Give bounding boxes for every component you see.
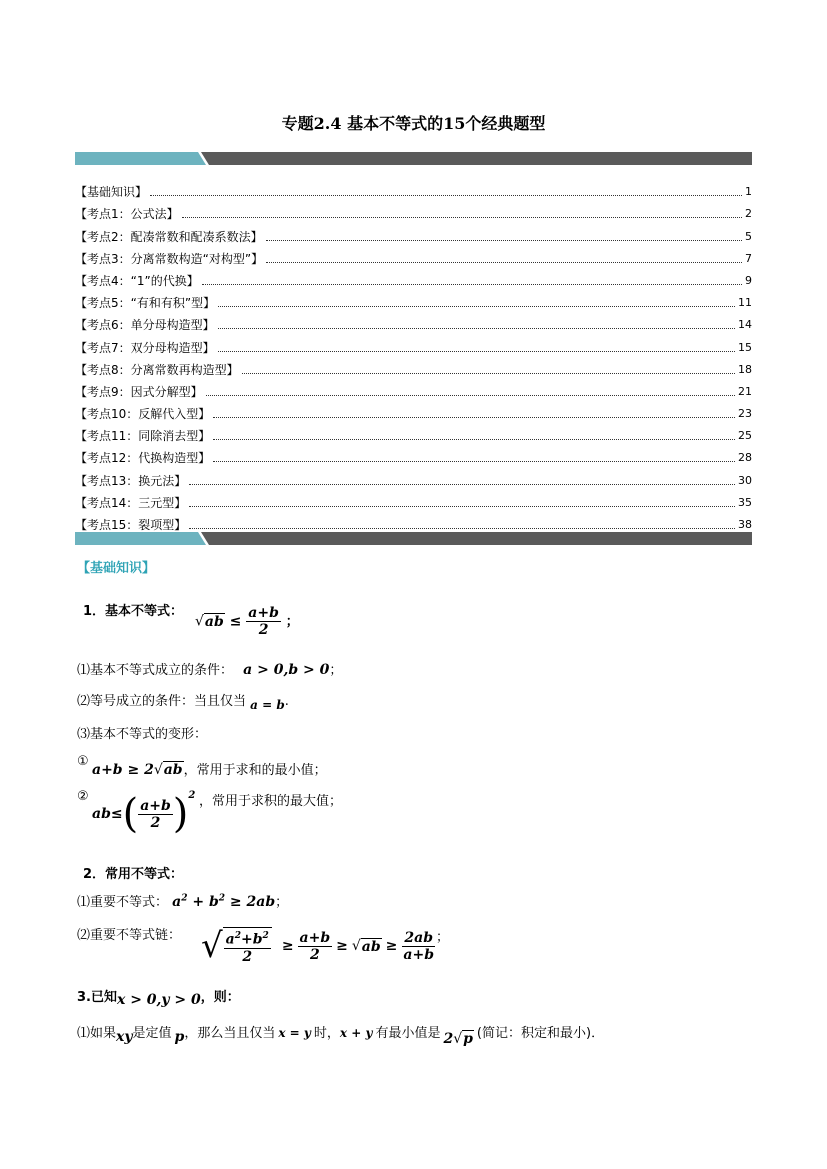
toc-entry[interactable] — [75, 244, 752, 266]
header-bar — [75, 152, 752, 165]
toc-entry-label: 【考点14：三元型】 — [75, 495, 187, 510]
item-3: ⑶基本不等式的变形： — [77, 727, 208, 742]
toc-entry-label: 【考点12：代换构造型】 — [75, 451, 211, 466]
case-1: ① — [77, 754, 89, 769]
heading-3: 3.已知x > 0,y > 0，则： — [77, 990, 240, 1008]
toc-entry-label: 【考点15：裂项型】 — [75, 518, 187, 532]
toc-entry-page: 25 — [738, 429, 752, 443]
toc-leader-dots — [150, 194, 742, 196]
toc-leader-dots — [266, 239, 742, 241]
page-title: 专题2.4 基本不等式的15个经典题型 — [281, 114, 546, 133]
case-1-formula: a+b ≥ 2√ab，常用于求和的最小值； — [92, 762, 327, 778]
item-2: ⑵等号成立的条件：当且仅当 a = b. — [77, 694, 289, 712]
heading-2: 2．常用不等式： — [83, 867, 184, 882]
toc-entry-page: 9 — [745, 273, 752, 287]
toc-leader-dots — [213, 460, 735, 462]
toc-entry[interactable] — [75, 421, 752, 443]
item-1: ⑴基本不等式成立的条件： a > 0,b > 0； — [77, 662, 343, 678]
toc-entry[interactable] — [75, 221, 752, 243]
toc-entry[interactable] — [75, 399, 752, 421]
toc-entry-label: 【考点2：配凑常数和配凑系数法】 — [75, 229, 263, 244]
toc-entry-label: 【考点7：双分母构造型】 — [75, 340, 215, 355]
toc-entry[interactable] — [75, 488, 752, 510]
toc-entry-page: 23 — [738, 407, 752, 421]
toc-entry-label: 【考点1：公式法】 — [75, 207, 179, 222]
toc-entry[interactable] — [75, 443, 752, 465]
item-6: ⑴如果xy是定值 p，那么当且仅当 x = y 时，x + y 有最小值是 2√p (简记：积定和最小)． — [77, 1026, 605, 1047]
item-4: ⑴重要不等式： $a^2 + b^2 \ge 2ab$； — [77, 893, 289, 910]
toc-entry-page: 14 — [738, 318, 752, 332]
toc-entry-page: 30 — [738, 473, 752, 487]
toc-leader-dots — [182, 216, 742, 218]
toc-entry-page: 18 — [738, 362, 752, 376]
section-heading: 【基础知识】 — [77, 561, 156, 576]
toc-entry-label: 【基础知识】 — [75, 185, 148, 200]
toc-entry-label: 【考点3：分离常数构造“对构型”】 — [75, 251, 264, 266]
toc-entry-label: 【考点5：“有和有积”型】 — [75, 296, 216, 311]
heading-1: 1．基本不等式： — [83, 604, 184, 619]
toc-entry[interactable] — [75, 288, 752, 310]
toc-entry-page: 35 — [738, 495, 752, 509]
toc-leader-dots — [218, 305, 735, 307]
inequality-chain: √ $\frac{a^2+b^2}{2}$ ≥ $\frac{a+b}{2}$ ≥ √ ab ≥ $\frac{2ab}{a+b}$ ； — [201, 926, 450, 966]
toc-entry[interactable] — [75, 332, 752, 354]
toc-leader-dots — [202, 283, 742, 285]
toc-entry[interactable] — [75, 177, 752, 199]
case-2-text: ，常用于求积的最大值； — [199, 794, 343, 809]
toc-entry-page: 7 — [745, 251, 752, 265]
toc-leader-dots — [218, 350, 735, 352]
toc-entry-label: 【考点9：因式分解型】 — [75, 384, 203, 399]
toc-entry-label: 【考点8：分离常数再构造型】 — [75, 362, 239, 377]
toc-entry-page: 38 — [738, 518, 752, 531]
toc-leader-dots — [213, 416, 735, 418]
toc-entry-page: 1 — [745, 185, 752, 199]
toc-entry-label: 【考点11：同除消去型】 — [75, 429, 211, 444]
toc-entry[interactable] — [75, 310, 752, 332]
toc-entry[interactable] — [75, 266, 752, 288]
toc-entry-page: 15 — [738, 340, 752, 354]
toc-entry[interactable] — [75, 465, 752, 487]
toc-leader-dots — [189, 527, 735, 529]
toc-entry-page: 28 — [738, 451, 752, 465]
toc-leader-dots — [266, 261, 742, 263]
toc-entry-page: 2 — [745, 207, 752, 221]
toc-leader-dots — [218, 327, 735, 329]
toc-entry[interactable] — [75, 510, 752, 532]
footer-bar — [75, 532, 752, 545]
toc-entry[interactable] — [75, 377, 752, 399]
case-2: ② — [77, 789, 89, 804]
toc-entry[interactable] — [75, 355, 752, 377]
item-5: ⑵重要不等式链： — [77, 928, 182, 943]
formula-basic: √ab ≤ $\frac{a+b}{2}$ ； — [195, 605, 299, 638]
toc-leader-dots — [189, 483, 735, 485]
toc-entry-page: 21 — [738, 384, 752, 398]
toc-entry-page: 11 — [738, 296, 752, 310]
table-of-contents — [75, 177, 752, 532]
toc-leader-dots — [206, 394, 735, 396]
toc-leader-dots — [189, 505, 735, 507]
toc-leader-dots — [213, 438, 735, 440]
toc-entry[interactable] — [75, 199, 752, 221]
toc-entry-label: 【考点6：单分母构造型】 — [75, 318, 215, 333]
toc-entry-page: 5 — [745, 229, 752, 243]
toc-leader-dots — [242, 372, 735, 374]
toc-entry-label: 【考点13：换元法】 — [75, 473, 187, 488]
toc-entry-label: 【考点4：“1”的代换】 — [75, 273, 199, 288]
toc-entry-label: 【考点10：反解代入型】 — [75, 407, 211, 422]
case-2-formula: ab≤( $\frac{a+b}{2}$ )$^2$ — [92, 790, 196, 837]
